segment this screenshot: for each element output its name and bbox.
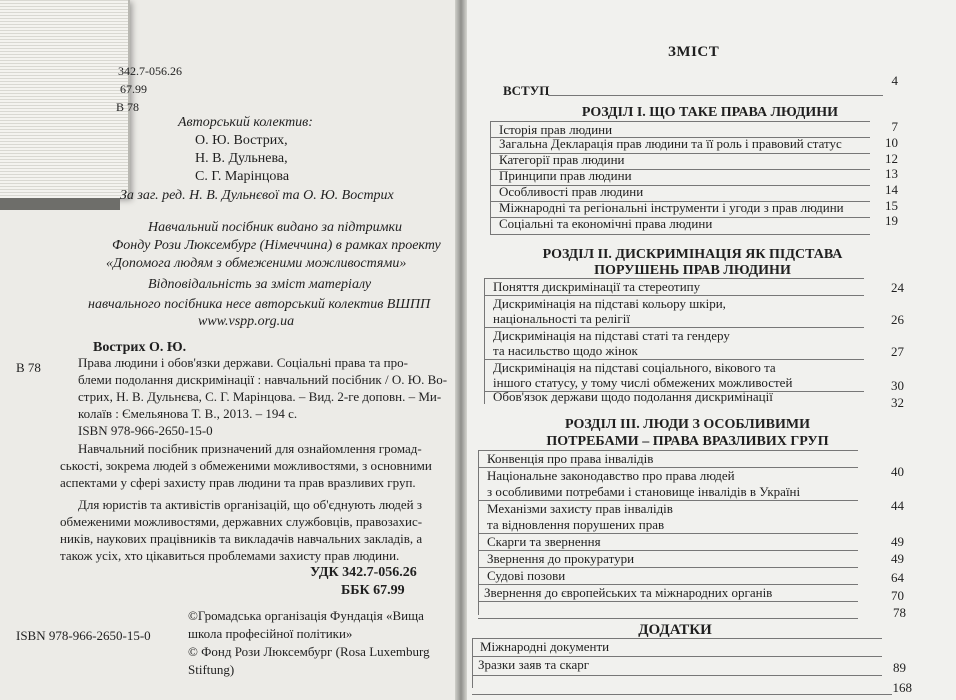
responsibility-line-2: навчального посібника несе авторський колектив ВШПП — [88, 297, 431, 312]
section-2-entry-4-line-2: іншого статусу, у тому числі обмежених можливостей — [493, 375, 793, 390]
toc-rule — [478, 601, 858, 602]
bib-isbn: ISBN 978-966-2650-15-0 — [78, 423, 213, 438]
annotation-1-line-3: аспектами у сфері захисту прав людини та прав вразливих груп. — [60, 475, 416, 490]
appendix-box-left — [472, 638, 473, 688]
toc-rule — [478, 618, 858, 619]
section-2-title-line-1: РОЗДІЛ ІІ. ДИСКРИМІНАЦІЯ ЯК ПІДСТАВА — [542, 247, 843, 262]
section-1-title: РОЗДІЛ І. ЩО ТАКЕ ПРАВА ЛЮДИНИ — [581, 105, 839, 120]
section-2-entry-2-line-2: національності та релігії — [493, 311, 630, 326]
section-1-entry-7-page: 19 — [885, 213, 898, 228]
authors-heading: Авторський колектив: — [178, 115, 313, 130]
section-3-entry-8-page: 78 — [893, 605, 906, 620]
section-1-entry-3: Категорії прав людини — [499, 152, 625, 167]
section-1-entry-6-page: 15 — [885, 198, 898, 213]
book-stack-image — [0, 0, 130, 198]
section-2-entry-3-line-2: та насильство щодо жінок — [493, 343, 638, 358]
book-gutter — [455, 0, 467, 700]
section-3-entry-6: Судові позови — [487, 568, 566, 583]
website-link[interactable]: www.vspp.org.ua — [198, 314, 295, 329]
annotation-2-line-2: обмеженими можливостями, державних службовців, правозахис- — [60, 514, 423, 529]
annotation-1-line-2: ськості, зокрема людей з обмеженими можливостями, з основними — [60, 458, 432, 473]
section-2-entry-3: Дискримінація на підставі статі та гендеру — [493, 328, 730, 343]
bbk-line: ББК 67.99 — [341, 583, 405, 598]
section-1-entry-4-page: 13 — [885, 166, 898, 181]
section-3-entry-5: Звернення до прокуратури — [487, 551, 635, 566]
bib-author: Вострих О. Ю. — [93, 340, 187, 355]
section-3-entry-2: Національне законодавство про права людей — [487, 468, 735, 483]
author-2: Н. В. Дульнева, — [195, 151, 288, 166]
annotation-2-line-1: Для юристів та активістів організацій, що об'єднують людей з — [78, 497, 422, 512]
classification-udc: 342.7-056.26 — [118, 64, 182, 78]
section-3-entry-4: Скарги та звернення — [487, 534, 601, 549]
annotation-2-line-3: ників, наукових працівників та викладачів навчальних закладів, а — [60, 531, 423, 546]
toc-rule — [472, 694, 892, 695]
toc-intro-title: ВСТУП — [503, 83, 550, 98]
bib-line-4: колаїв : Ємельянова Т. В., 2013. – 194 с. — [78, 406, 298, 421]
classification-code: В 78 — [116, 100, 140, 114]
section-1-entry-6: Міжнародні та регіональні інструменти і угоди з прав людини — [499, 200, 844, 215]
support-note-line-3: «Допомога людям з обмеженими можливостями» — [106, 256, 407, 271]
section-3-entry-7-page: 70 — [891, 588, 904, 603]
section-1-entry-5-page: 14 — [885, 182, 898, 197]
support-note-line-2: Фонду Рози Люксембург (Німеччина) в рамках проекту — [112, 238, 441, 253]
section-2-entry-2-page: 26 — [891, 312, 904, 327]
toc-rule — [490, 234, 870, 235]
copyright-line-2: школа професійної політики» — [188, 626, 353, 641]
section-2-entry-4-page: 30 — [891, 378, 904, 393]
section-2-entry-4: Дискримінація на підставі соціального, вікового та — [493, 360, 776, 375]
section-2-box-left — [484, 278, 485, 404]
appendix-entry-2: Зразки заяв та скарг — [478, 657, 590, 672]
isbn-bottom: ISBN 978-966-2650-15-0 — [16, 628, 151, 643]
book-stack-edge — [0, 198, 120, 210]
section-1-entry-3-page: 12 — [885, 151, 898, 166]
section-2-entry-5: Обов'язок держави щодо подолання дискримінації — [493, 389, 773, 404]
section-2-entry-2: Дискримінація на підставі кольору шкіри, — [493, 296, 726, 311]
classification-bbk: 67.99 — [120, 82, 147, 96]
toc-intro-page: 4 — [891, 73, 898, 88]
section-3-entry-3: Механізми захисту прав інвалідів — [487, 501, 673, 516]
responsibility-line-1: Відповідальність за зміст матеріалу — [148, 277, 372, 292]
section-2-entry-5-page: 32 — [891, 395, 904, 410]
copyright-line-1: ©Громадська організація Фундація «Вища — [188, 608, 424, 623]
section-3-entry-1-page: 40 — [891, 464, 904, 479]
appendix-title: ДОДАТКИ — [638, 622, 712, 638]
appendix-entry-2-page: 168 — [892, 680, 912, 695]
section-1-entry-4: Принципи прав людини — [499, 168, 632, 183]
editors-line: За заг. ред. Н. В. Дульнєвої та О. Ю. Вострих — [120, 188, 394, 203]
appendix-entry-1: Міжнародні документи — [480, 639, 610, 654]
toc-intro-leader — [548, 95, 883, 96]
udc-line: УДК 342.7-056.26 — [310, 565, 417, 580]
section-3-entry-2-line-2: з особливими потребами і становище інвалідів в Україні — [487, 484, 801, 499]
section-3-entry-2-page: 44 — [891, 498, 904, 513]
author-1: О. Ю. Вострих, — [195, 133, 288, 148]
support-note-line-1: Навчальний посібник видано за підтримки — [148, 220, 403, 235]
bib-line-2: блеми подолання дискримінації : навчальний посібник / О. Ю. Во- — [78, 372, 448, 387]
section-3-entry-7: Звернення до європейських та міжнародних органів — [484, 585, 773, 600]
author-3: С. Г. Марінцова — [195, 169, 290, 184]
section-3-entry-4-page: 49 — [891, 534, 904, 549]
bib-code: В 78 — [16, 360, 41, 375]
section-2-entry-1-page: 24 — [891, 280, 904, 295]
toc-title: ЗМІСТ — [668, 44, 720, 60]
bib-line-1: Права людини і обов'язки держави. Соціальні права та про- — [78, 355, 408, 370]
section-3-entry-5-page: 49 — [891, 551, 904, 566]
copyright-line-3: © Фонд Рози Люксембург (Rosa Luxemburg — [188, 644, 430, 659]
copyright-line-4: Stiftung) — [188, 662, 235, 677]
appendix-entry-1-page: 89 — [893, 660, 906, 675]
section-3-entry-3-line-2: та відновлення порушених прав — [487, 517, 665, 532]
section-1-entry-1: Історія прав людини — [499, 122, 613, 137]
section-3-entry-1: Конвенція про права інвалідів — [487, 451, 654, 466]
annotation-1-line-1: Навчальний посібник призначений для ознайомлення громад- — [78, 441, 422, 456]
section-3-title-line-1: РОЗДІЛ ІІІ. ЛЮДИ З ОСОБЛИВИМИ — [565, 417, 810, 432]
section-3-title-line-2: ПОТРЕБАМИ – ПРАВА ВРАЗЛИВИХ ГРУП — [546, 434, 829, 449]
annotation-2-line-4: також усіх, хто цікавиться проблемами захисту прав людини. — [60, 548, 400, 563]
section-2-entry-3-page: 27 — [891, 344, 904, 359]
toc-rule — [472, 675, 882, 676]
section-1-entry-1-page: 7 — [891, 119, 898, 134]
section-2-entry-1: Поняття дискримінації та стереотипу — [493, 279, 701, 294]
bib-line-3: стрих, Н. В. Дульнєва, С. Г. Марінцова. – Вид. 2-ге доповн. – Ми- — [78, 389, 442, 404]
section-1-entry-5: Особливості прав людини — [499, 184, 644, 199]
section-1-entry-2-page: 10 — [885, 135, 898, 150]
section-1-entry-2: Загальна Декларація прав людини та її роль і правовий статус — [499, 136, 842, 151]
section-2-title-line-2: ПОРУШЕНЬ ПРАВ ЛЮДИНИ — [594, 263, 791, 278]
section-1-entry-7: Соціальні та економічні права людини — [499, 216, 713, 231]
section-3-entry-6-page: 64 — [891, 570, 904, 585]
